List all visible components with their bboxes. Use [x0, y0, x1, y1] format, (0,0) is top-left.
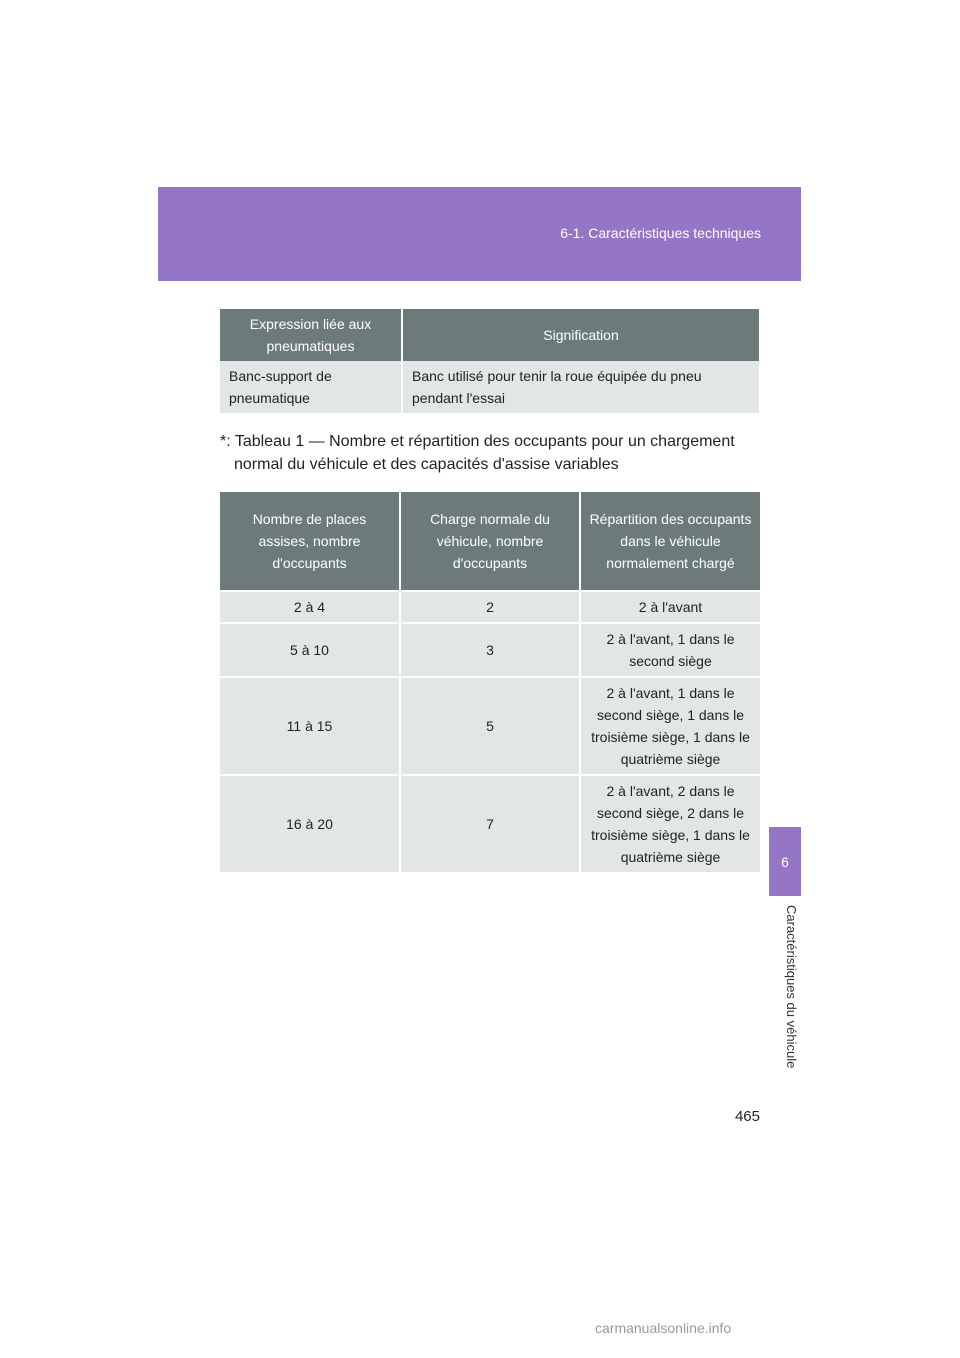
table-header-row [220, 309, 759, 361]
table-row [220, 677, 760, 775]
table-cell: 2 [400, 591, 580, 623]
table-row [220, 775, 760, 873]
table-cell: 2 à l'avant [580, 591, 760, 623]
table-cell: 5 à 10 [220, 623, 400, 677]
table-header: Charge normale du véhicule, nombre d'occupants [400, 492, 580, 591]
chapter-label: Caractéristiques du véhicule [784, 905, 799, 1069]
table-header: Expression liée aux pneumatiques [220, 309, 402, 361]
table-cell: 2 à l'avant, 1 dans le second siège [580, 623, 760, 677]
table-cell: 11 à 15 [220, 677, 400, 775]
table-cell: Banc-support de pneumatique [220, 361, 402, 413]
table-header: Répartition des occupants dans le véhicule normalement chargé [580, 492, 760, 591]
chapter-tab: 6 [769, 827, 801, 896]
table-cell: 2 à 4 [220, 591, 400, 623]
table-cell: 3 [400, 623, 580, 677]
table-cell: 7 [400, 775, 580, 873]
table-cell: 2 à l'avant, 2 dans le second siège, 2 dans le troisième siège, 1 dans le quatrième siège [580, 775, 760, 873]
section-title: 6-1. Caractéristiques techniques [560, 225, 761, 241]
table-row [220, 591, 760, 623]
tire-terms-table [220, 309, 759, 413]
table-header: Nombre de places assises, nombre d'occupants [220, 492, 400, 591]
footnote-line: *: Tableau 1 — Nombre et répartition des occupants pour un chargement [220, 433, 735, 450]
footnote [220, 430, 760, 476]
table-row [220, 623, 760, 677]
occupant-table [220, 492, 760, 874]
table-row [220, 361, 759, 413]
table-cell: 2 à l'avant, 1 dans le second siège, 1 dans le troisième siège, 1 dans le quatrième siège [580, 677, 760, 775]
watermark: carmanualsonline.info [595, 1320, 732, 1336]
table-cell: Banc utilisé pour tenir la roue équipée du pneu pendant l'essai [402, 361, 759, 413]
table-cell: 5 [400, 677, 580, 775]
table-cell: 16 à 20 [220, 775, 400, 873]
table-header-row [220, 492, 760, 591]
header-band [158, 187, 801, 281]
page-number: 465 [734, 1108, 760, 1125]
footnote-line: normal du véhicule et des capacités d'assise variables [234, 456, 619, 473]
table-header: Signification [402, 309, 759, 361]
